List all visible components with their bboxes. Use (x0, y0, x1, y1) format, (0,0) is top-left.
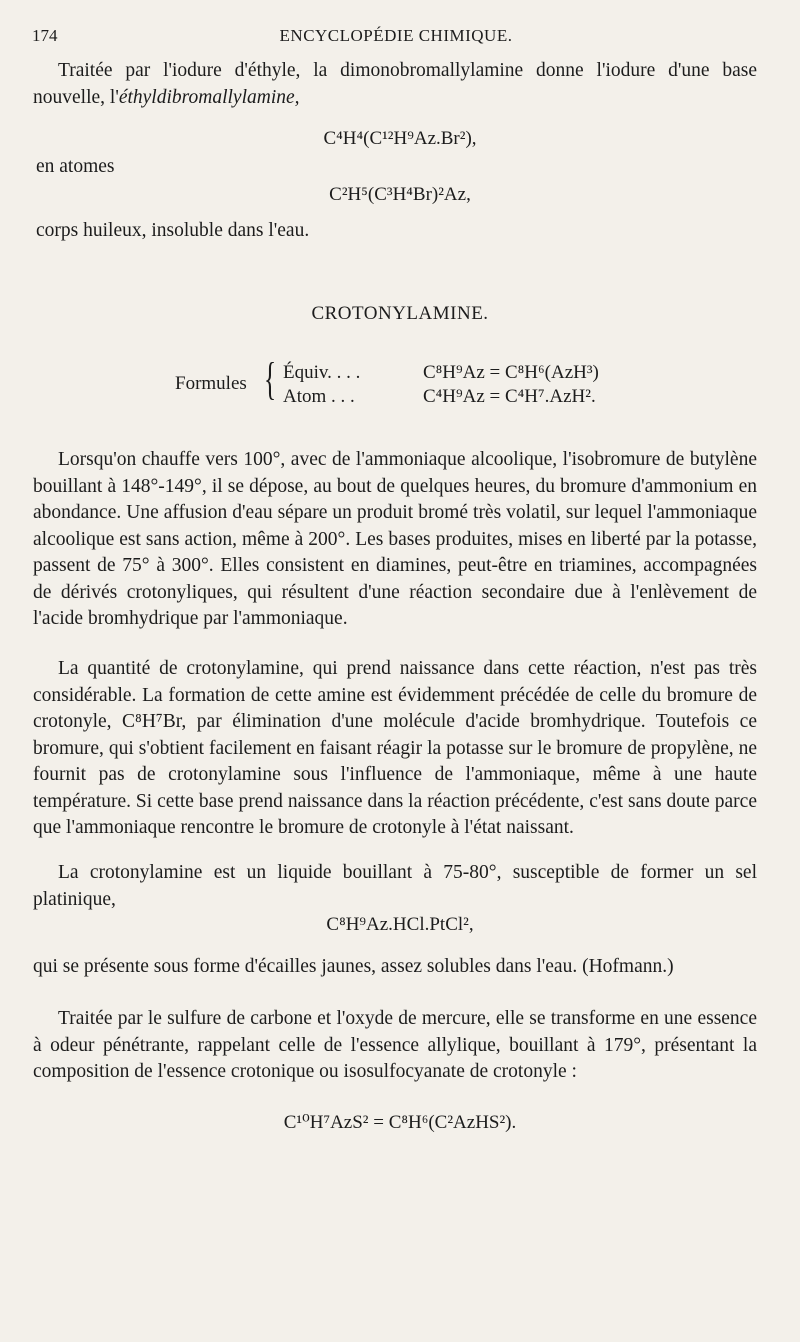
intro-closing: corps huileux, insoluble dans l'eau. (36, 220, 310, 241)
brace-glyph: { (264, 353, 277, 404)
formula-row-atom-label: Atom . . . (283, 386, 355, 407)
formula-row-equiv: C⁸H⁹Az = C⁸H⁶(AzH³) (423, 362, 599, 383)
paragraph-4: qui se présente sous forme d'écailles jaunes, assez solubles dans l'eau. (Hofmann.) (33, 956, 674, 977)
paragraph-5: Traitée par le sulfure de carbone et l'oxyde de mercure, elle se transforme en une essence à odeur pénétrante, rappelant celle de l'essence allylique, bouillant à 179°, présentant la composition de l'essence crotonique ou isosulfocyanate de crotonyle : (33, 1008, 757, 1082)
formula-final: C¹⁰H⁷AzS² = C⁸H⁶(C²AzHS²). (283, 1112, 517, 1133)
section-heading: CROTONYLAMINE. (311, 303, 489, 324)
paragraph-3: La crotonylamine est un liquide bouillant à 75-80°, susceptible de former un sel platinique, (33, 862, 757, 910)
formula-platinum: C⁸H⁹Az.HCl.PtCl², (326, 914, 474, 935)
paragraph-2: La quantité de crotonylamine, qui prend naissance dans cette réaction, n'est pas très considérable. La formation de cette amine est évidemment précédée de celle du bromure de crotonyle, C⁸H⁷Br, par élimination d'une molécule d'acide bromhydrique. Toutefois ce bromure, qui s'obtient facilement en faisant réagir la potasse sur le bromure de propylène, ne fournit pas de crotonylamine sous l'influence de l'ammoniaque, même à une haute température. Si cette base prend naissance dans la réaction précédente, c'est sans doute parce que l'ammoniaque rencontre le bromure de crotonyle à l'état naissant. (33, 658, 757, 838)
formula-equiv: C⁴H⁴(C¹²H⁹Az.Br²), (323, 128, 477, 149)
intro-text: Traitée par l'iodure d'éthyle, la dimonobromallylamine donne l'iodure d'une base nouvelle, l' (33, 60, 757, 108)
formula-row-atom: C⁴H⁹Az = C⁴H⁷.AzH². (423, 386, 596, 407)
page-header (32, 26, 760, 48)
formula-row-equiv-label: Équiv. . . . (283, 362, 361, 383)
formula-atoms: C²H⁵(C³H⁴Br)²Az, (329, 184, 471, 205)
intro-paragraph (33, 58, 757, 111)
formulas-label: Formules (175, 373, 247, 394)
running-title: ENCYCLOPÉDIE CHIMIQUE. (279, 26, 513, 45)
italic-compound-name: éthyldibromallylamine, (118, 86, 300, 108)
paragraph-1: Lorsqu'on chauffe vers 100°, avec de l'ammoniaque alcoolique, l'isobromure de butylène bouillant à 148°-149°, il se dépose, au bout de quelques heures, du bromure d'ammonium en abondance. Une affusion d'eau sépare un produit bromé très volatil, sur lequel l'ammoniaque alcoolique est sans action, même à 200°. Les bases produites, mises en liberté par la potasse, passent de 75° à 300°. Elles consistent en diamines, peut-être en triamines, accompagnées de dérivés crotonyliques, qui résultent d'une réaction secondaire due à l'enlèvement de l'acide bromhydrique par l'ammoniaque. (33, 449, 757, 629)
page-number: 174 (32, 26, 58, 45)
label-en-atomes: en atomes (36, 156, 115, 177)
